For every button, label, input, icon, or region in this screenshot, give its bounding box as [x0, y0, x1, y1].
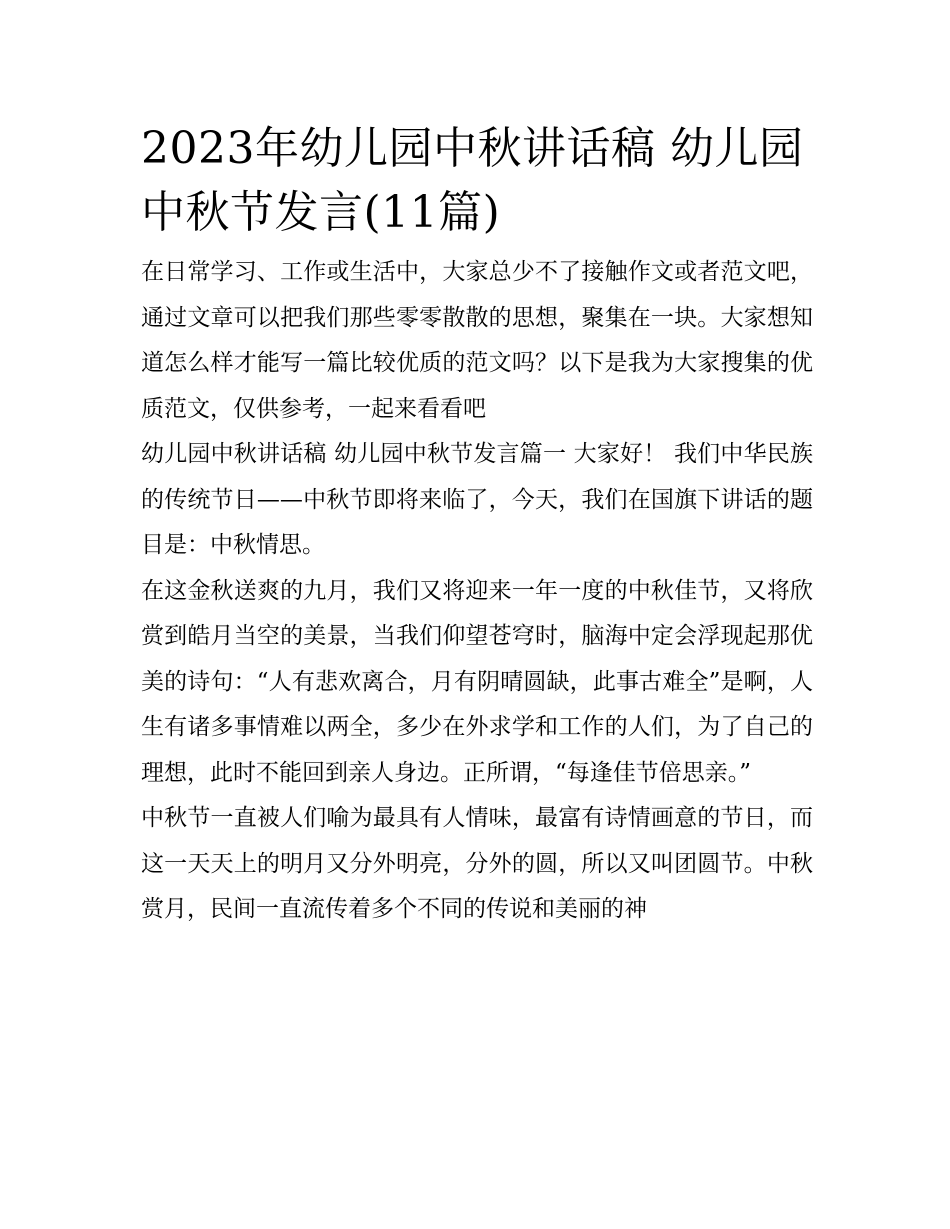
paragraph-1: 幼儿园中秋讲话稿 幼儿园中秋节发言篇一 大家好！ 我们中华民族的传统节日——中秋节即将来临了，今天，我们在国旗下讲话的题目是：中秋情思。 — [141, 441, 813, 558]
document-page — [141, 117, 813, 933]
paragraph-3: 中秋节一直被人们喻为最具有人情味，最富有诗情画意的节日，而这一天天上的明月又分外明亮，分外的圆，所以又叫团圆节。中秋赏月，民间一直流传着多个不同的传说和美丽的神 — [141, 805, 813, 922]
paragraph-2: 在这金秋送爽的九月，我们又将迎来一年一度的中秋佳节，又将欣赏到皓月当空的美景，当我们仰望苍穹时，脑海中定会浮现起那优美的诗句：“人有悲欢离合，月有阴晴圆缺，此事古难全”是啊，人生有诸多事情难以两全，多少在外求学和工作的人们，为了自己的理想，此时不能回到亲人身边。正所谓，“每逢佳节倍思亲。” — [141, 577, 813, 786]
document-title: 2023年幼儿园中秋讲话稿 幼儿园中秋节发言(11篇) — [141, 123, 804, 238]
paragraph-intro: 在日常学习、工作或生活中，大家总少不了接触作文或者范文吧，通过文章可以把我们那些零零散散的思想，聚集在一块。大家想知道怎么样才能写一篇比较优质的范文吗？以下是我为大家搜集的优质范文，仅供参考，一起来看看吧 — [141, 259, 813, 422]
